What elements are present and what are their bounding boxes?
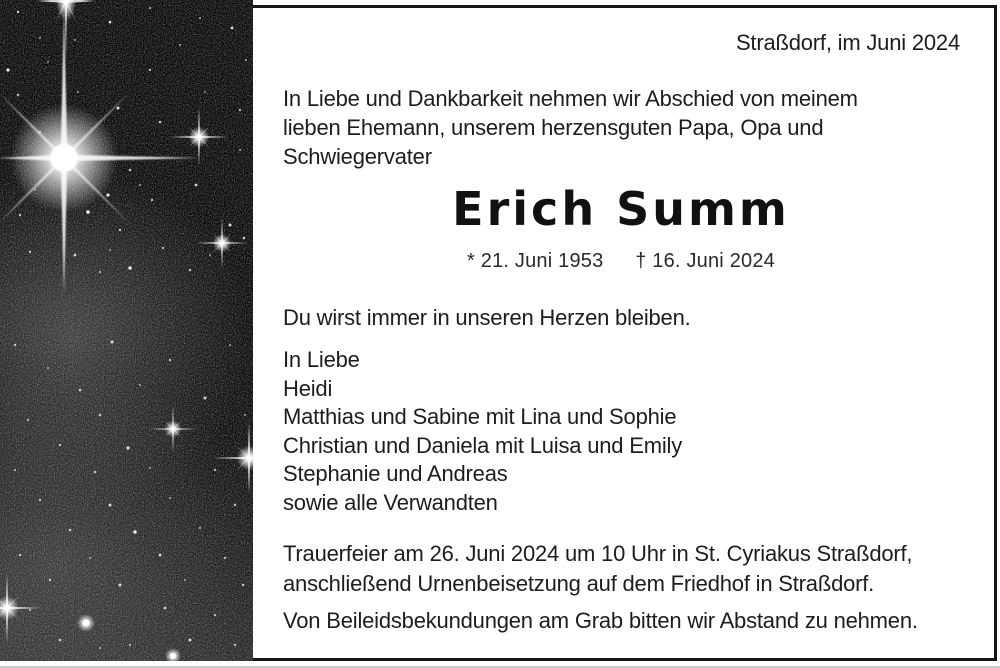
funeral-line: anschließend Urnenbeisetzung auf dem Friedhof in Straßdorf. (283, 570, 875, 596)
mourner-line: sowie alle Verwandten (283, 489, 498, 515)
farewell-line: Du wirst immer in unseren Herzen bleiben. (283, 305, 691, 330)
mourner-line: Heidi (283, 375, 333, 401)
dateline: Straßdorf, im Juni 2024 (735, 30, 960, 55)
mourner-line: Christian und Daniela mit Luisa und Emily (283, 432, 682, 458)
intro-paragraph (283, 84, 858, 171)
mourner-line: In Liebe (283, 347, 360, 372)
mourner-line: Stephanie und Andreas (283, 461, 508, 487)
death-date: † 16. Juni 2024 (635, 250, 775, 272)
mourner-line: Matthias und Sabine mit Lina und Sophie (283, 404, 677, 430)
funeral-line: Trauerfeier am 26. Juni 2024 um 10 Uhr in St. Cyriakus Straßdorf, (283, 541, 913, 566)
intro-line: Schwiegervater (283, 144, 432, 169)
intro-line: lieben Ehemann, unserem herzensguten Papa, Opa und (283, 115, 824, 140)
life-dates (283, 250, 959, 273)
deceased-name: Erich Summ (452, 182, 790, 236)
birth-date: * 21. Juni 1953 (467, 250, 604, 272)
condolence-note: Von Beileidsbekundungen am Grab bitten wir Abstand zu nehmen. (283, 608, 918, 633)
funeral-info (283, 539, 912, 598)
starry-sky-image (0, 0, 253, 661)
mourners-list (283, 346, 682, 518)
intro-line: In Liebe und Dankbarkeit nehmen wir Abschied von meinem (283, 86, 858, 111)
